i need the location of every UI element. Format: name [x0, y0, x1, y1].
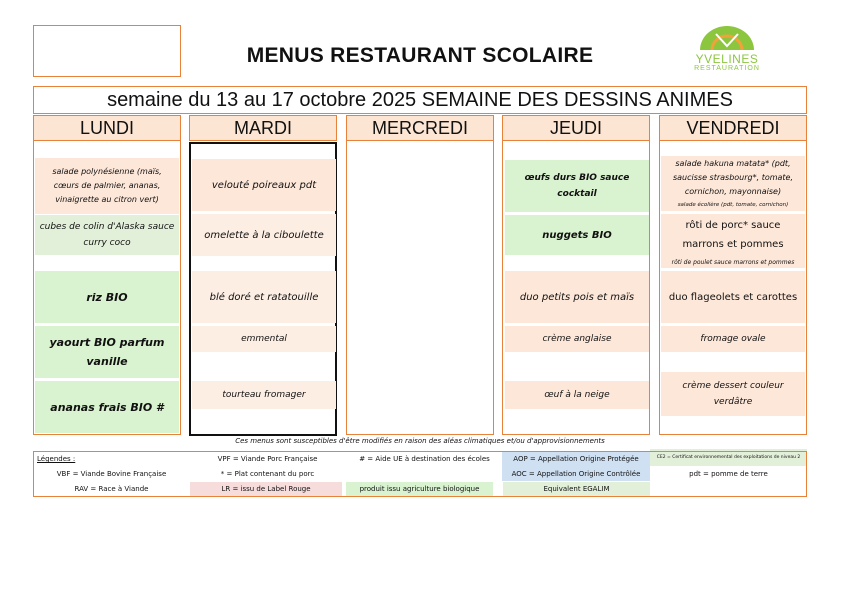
- disclaimer-note: Ces menus sont susceptibles d'être modifiés en raison des aléas climatiques et/ou d'approvisionnements: [235, 437, 605, 445]
- vendredi-plat-alt: rôti de poulet sauce marrons et pommes: [661, 256, 805, 268]
- jeudi-accompagnement: duo petits pois et maïs: [505, 271, 649, 323]
- mardi-entree: velouté poireaux pdt: [192, 159, 336, 211]
- vendredi-accompagnement: duo flageolets et carottes: [661, 271, 805, 323]
- jeudi-dessert: œuf à la neige: [505, 381, 649, 409]
- legend-aide-ue: # = Aide UE à destination des écoles: [359, 455, 490, 463]
- mardi-plat: omelette à la ciboulette: [192, 214, 336, 256]
- legend-bio: produit issu agriculture biologique: [346, 482, 493, 496]
- legend-frame: [33, 451, 807, 497]
- legend-ce2: CE2 = Certificat environnemental des exploitations de niveau 2: [650, 449, 807, 466]
- day-header-jeudi: JEUDI: [502, 115, 650, 141]
- lundi-plat: cubes de colin d'Alaska sauce curry coco: [35, 215, 179, 255]
- logo-text: YVELINES: [695, 52, 759, 66]
- day-header-mercredi: MERCREDI: [346, 115, 494, 141]
- day-header-vendredi: VENDREDI: [659, 115, 807, 141]
- legend-vpf: VPF = Viande Porc Française: [217, 455, 318, 463]
- logo-subtext: RESTAURATION: [694, 65, 760, 72]
- mardi-dessert: tourteau fromager: [192, 381, 336, 409]
- legend-egalim: Equivalent EGALIM: [503, 482, 650, 496]
- day-header-mardi: MARDI: [189, 115, 337, 141]
- lundi-accompagnement: riz BIO: [35, 271, 179, 323]
- jeudi-laitage: crème anglaise: [505, 326, 649, 352]
- day-header-lundi: LUNDI: [33, 115, 181, 141]
- lundi-laitage: yaourt BIO parfum vanille: [35, 326, 179, 378]
- week-banner: semaine du 13 au 17 octobre 2025 SEMAINE DES DESSINS ANIMES: [33, 86, 807, 114]
- mardi-laitage: emmental: [192, 326, 336, 352]
- vendredi-entree: salade hakuna matata* (pdt, saucisse strasbourg*, tomate, cornichon, mayonnaise): [661, 156, 805, 200]
- legend-porc: * = Plat contenant du porc: [220, 469, 315, 478]
- legend-aop: AOP = Appellation Origine Protégée: [502, 452, 650, 466]
- column-mercredi: [346, 115, 494, 435]
- vendredi-dessert: crème dessert couleur verdâtre: [661, 372, 805, 416]
- lundi-dessert: ananas frais BIO #: [35, 381, 179, 433]
- jeudi-plat: nuggets BIO: [505, 215, 649, 255]
- legend-rav: RAV = Race à Viande: [74, 485, 149, 493]
- logo-placeholder-box: [33, 25, 181, 77]
- mardi-accompagnement: blé doré et ratatouille: [192, 271, 336, 323]
- legend-title: Légendes :: [37, 455, 76, 463]
- lundi-entree: salade polynésienne (maïs, cœurs de palmier, ananas, vinaigrette au citron vert): [35, 158, 179, 214]
- legend-vbf: VBF = Viande Bovine Française: [56, 469, 167, 478]
- legend-label-rouge: LR = issu de Label Rouge: [190, 482, 342, 496]
- legend-aoc: AOC = Appellation Origine Contrôlée: [502, 466, 650, 481]
- jeudi-entree: œufs durs BIO sauce cocktail: [505, 160, 649, 212]
- vendredi-entree-alt: salade écolière (pdt, tomate, cornichon): [661, 199, 805, 211]
- page-title: MENUS RESTAURANT SCOLAIRE: [246, 44, 594, 67]
- vendredi-laitage: fromage ovale: [661, 326, 805, 352]
- vendredi-plat: rôti de porc* sauce marrons et pommes: [661, 214, 805, 256]
- legend-pdt: pdt = pomme de terre: [689, 469, 768, 478]
